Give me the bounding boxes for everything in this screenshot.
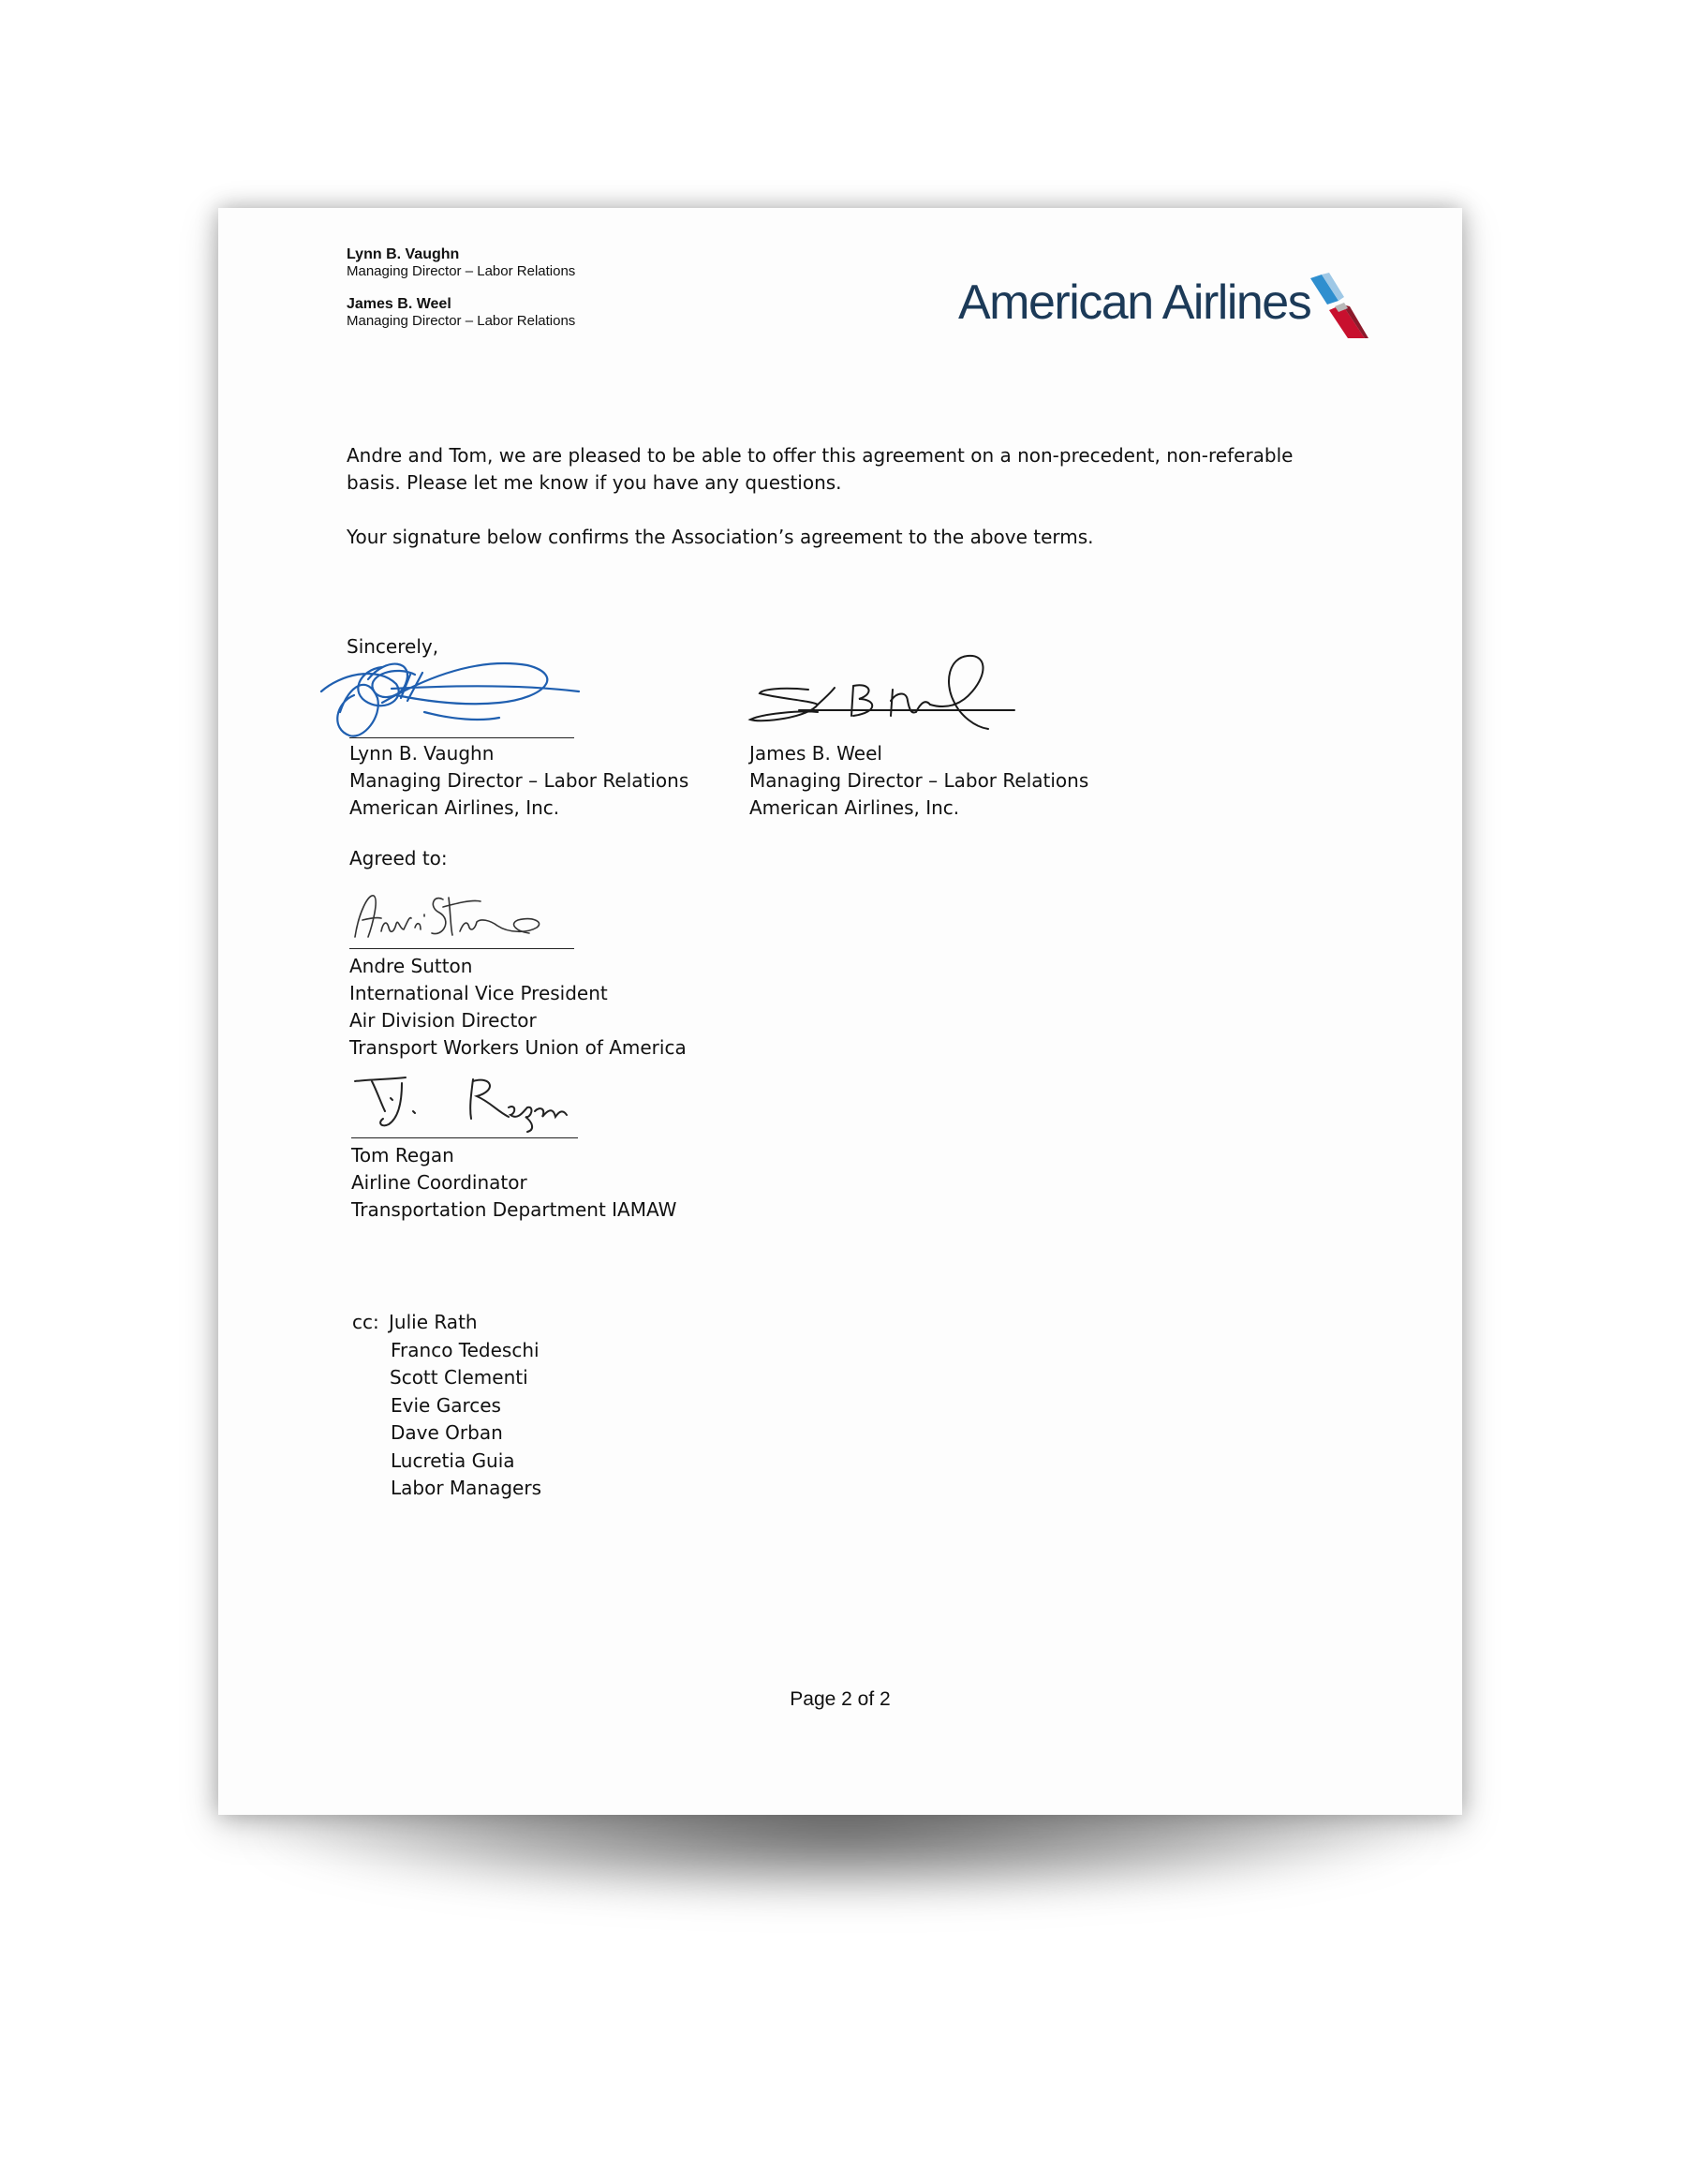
page-number: Page 2 of 2 — [790, 1688, 891, 1710]
cc-name: Labor Managers — [391, 1477, 541, 1499]
letterhead-contacts — [347, 245, 575, 345]
signatory-name: James B. Weel — [749, 742, 882, 765]
signatory-org: American Airlines, Inc. — [749, 796, 960, 819]
vaughn-signature-block — [349, 740, 688, 822]
cc-name: Scott Clementi — [390, 1366, 528, 1389]
paragraph-confirmation: Your signature below confirms the Association’s agreement to the above terms. — [347, 526, 1094, 548]
cc-name: Lucretia Guia — [391, 1449, 515, 1472]
letterhead-contact — [347, 245, 575, 280]
cc-name: Julie Rath — [389, 1311, 478, 1333]
american-airlines-logo — [958, 269, 1408, 344]
signatory-line: Airline Coordinator — [351, 1171, 527, 1194]
cc-list — [389, 1309, 541, 1503]
sutton-signature-block — [349, 953, 687, 1062]
sutton-signature-image — [349, 875, 593, 950]
cc-name: Evie Garces — [391, 1393, 501, 1417]
paragraph-offer — [347, 442, 1293, 497]
flight-symbol-icon — [1307, 273, 1382, 344]
signature-line — [349, 737, 574, 738]
signatory-name: Andre Sutton — [349, 955, 473, 977]
cc-label: cc: — [352, 1311, 379, 1333]
signature-line — [349, 948, 574, 949]
letterhead-title: Managing Director – Labor Relations — [347, 263, 576, 279]
signatory-name: Lynn B. Vaughn — [349, 742, 495, 765]
signatory-line: Air Division Director — [349, 1009, 537, 1032]
regan-signature-image — [351, 1070, 595, 1137]
paragraph-line: Andre and Tom, we are pleased to be able to offer this agreement on a non-precedent, non-referable — [347, 444, 1294, 467]
signatory-title: Managing Director – Labor Relations — [749, 769, 1089, 792]
paragraph-line: basis. Please let me know if you have any questions. — [347, 471, 842, 494]
cc-name: Franco Tedeschi — [391, 1338, 540, 1361]
cc-name: Dave Orban — [391, 1421, 503, 1444]
agreed-to-label: Agreed to: — [349, 847, 448, 869]
letterhead-name: James B. Weel — [347, 296, 451, 312]
regan-signature-block — [351, 1142, 676, 1224]
signatory-line: Transport Workers Union of America — [349, 1036, 687, 1059]
letterhead-contact — [347, 295, 575, 330]
letter-page — [218, 208, 1462, 1815]
signatory-line: International Vice President — [349, 982, 608, 1004]
weel-signature-block — [749, 740, 1088, 822]
signature-line — [351, 1137, 578, 1138]
logo-wordmark: American Airlines — [958, 275, 1311, 330]
signatory-title: Managing Director – Labor Relations — [349, 769, 689, 792]
closing-salutation: Sincerely, — [347, 635, 439, 658]
signatory-name: Tom Regan — [351, 1144, 454, 1166]
signatory-org: American Airlines, Inc. — [349, 796, 560, 819]
signatory-line: Transportation Department IAMAW — [351, 1198, 677, 1221]
letterhead-title: Managing Director – Labor Relations — [347, 313, 576, 329]
letterhead-name: Lynn B. Vaughn — [347, 246, 460, 262]
